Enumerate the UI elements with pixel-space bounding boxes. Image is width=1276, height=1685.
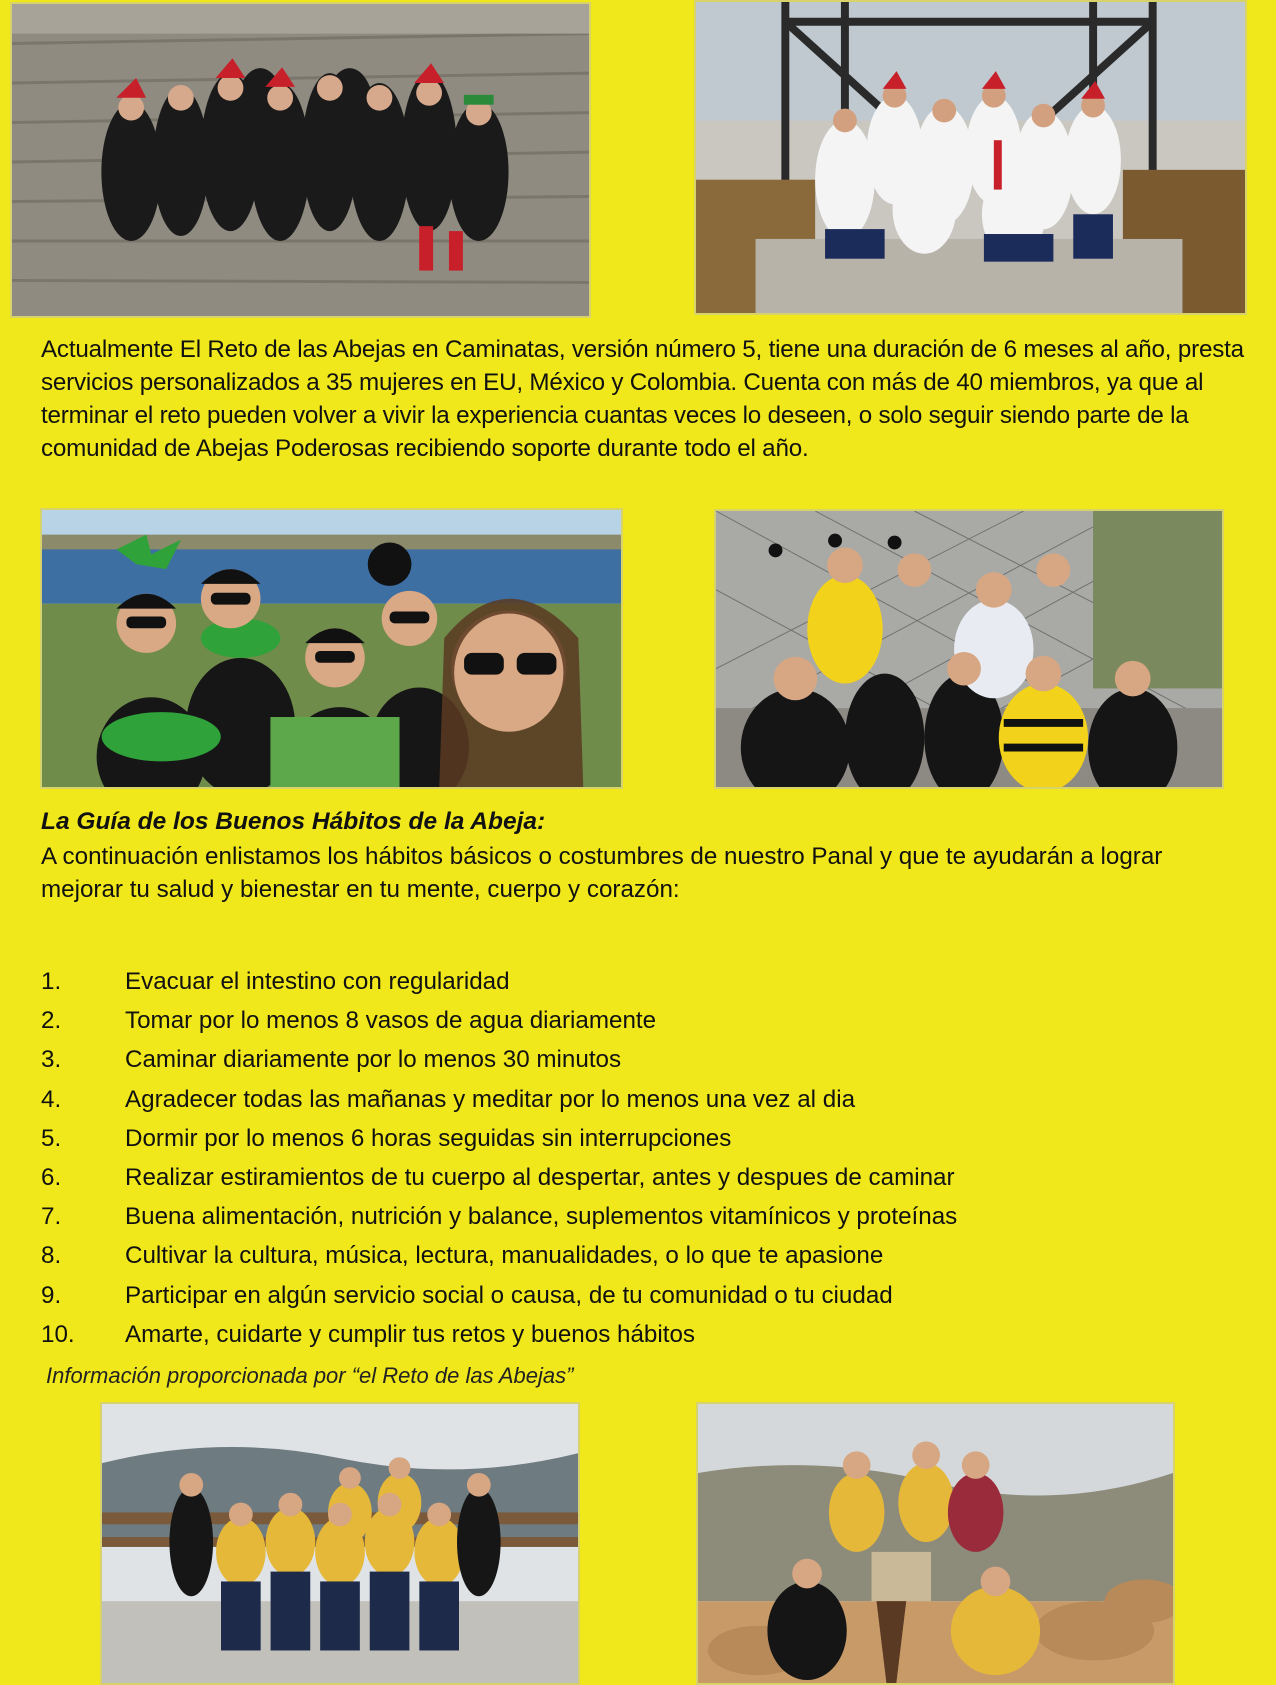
- photo-christmas-steps: [10, 2, 591, 318]
- habit-item: [41, 1158, 1241, 1197]
- photo-lake-selfie-image: [42, 510, 621, 787]
- photo-lake-selfie: [40, 508, 623, 789]
- habit-text: Cultivar la cultura, música, lectura, manualidades, o lo que te apasione: [125, 1242, 884, 1270]
- source-credit: Información proporcionada por “el Reto de las Abejas”: [46, 1363, 574, 1388]
- photo-yellow-shirts-group-image: [102, 1404, 578, 1683]
- habit-number: 9.: [41, 1281, 62, 1309]
- habit-item: [41, 962, 1241, 1001]
- habit-item: [41, 1119, 1241, 1158]
- habits-list: [41, 962, 1241, 1354]
- habit-item: [41, 1001, 1241, 1040]
- habit-number: 7.: [41, 1203, 62, 1231]
- habit-item: [41, 1315, 1241, 1354]
- habit-number: 8.: [41, 1242, 62, 1270]
- habit-item: [41, 1080, 1241, 1119]
- habit-text: Caminar diariamente por lo menos 30 minutos: [125, 1046, 622, 1074]
- photo-bee-costumes-image: [716, 511, 1222, 787]
- photo-bridge-group-image: [696, 2, 1245, 313]
- habit-number: 6.: [41, 1163, 62, 1191]
- habit-item: [41, 1197, 1241, 1236]
- habit-text: Evacuar el intestino con regularidad: [125, 968, 510, 995]
- habit-text: Agradecer todas las mañanas y meditar por lo menos una vez al dia: [125, 1085, 856, 1113]
- photo-yellow-shirts-group: [100, 1402, 580, 1685]
- habit-text: Realizar estiramientos de tu cuerpo al despertar, antes y despues de caminar: [125, 1163, 955, 1191]
- habit-text: Participar en algún servicio social o causa, de tu comunidad o tu ciudad: [125, 1281, 893, 1309]
- habit-text: Amarte, cuidarte y cumplir tus retos y buenos hábitos: [125, 1320, 696, 1348]
- photo-summit-celebration-image: [698, 1404, 1173, 1683]
- habit-item: [41, 1236, 1241, 1275]
- habit-item: [41, 1040, 1241, 1079]
- habit-text: Tomar por lo menos 8 vasos de agua diariamente: [125, 1007, 657, 1035]
- intro-paragraph: Actualmente El Reto de las Abejas en Caminatas, versión número 5, tiene una duración de 6 meses al año, presta servicios personalizados a 35 mujeres en EU, México y Colombia. Cuenta con más de 40 miembros, ya que al terminar el reto pueden volver a vivir la experiencia cuantas veces lo deseen, o solo seguir siendo parte de la comunidad de Abejas Poderosas recibiendo soporte durante todo el año.: [41, 336, 1244, 462]
- photo-bridge-group: [694, 0, 1247, 315]
- guide-title: La Guía de los Buenos Hábitos de la Abeja:: [41, 808, 546, 835]
- habit-number: 1.: [41, 968, 62, 995]
- habit-item: [41, 1276, 1241, 1315]
- habit-number: 2.: [41, 1007, 62, 1035]
- photo-christmas-steps-image: [12, 4, 589, 316]
- habit-text: Buena alimentación, nutrición y balance, suplementos vitamínicos y proteínas: [125, 1203, 958, 1231]
- habit-number: 10.: [41, 1320, 75, 1348]
- habit-number: 4.: [41, 1085, 62, 1113]
- guide-intro: A continuación enlistamos los hábitos básicos o costumbres de nuestro Panal y que te ayudarán a lograr mejorar tu salud y bienestar en tu mente, cuerpo y corazón:: [41, 843, 1163, 903]
- habit-number: 5.: [41, 1124, 62, 1152]
- photo-bee-costumes: [714, 509, 1224, 789]
- photo-summit-celebration: [696, 1402, 1175, 1685]
- habit-text: Dormir por lo menos 6 horas seguidas sin interrupciones: [125, 1124, 732, 1152]
- habit-number: 3.: [41, 1046, 62, 1074]
